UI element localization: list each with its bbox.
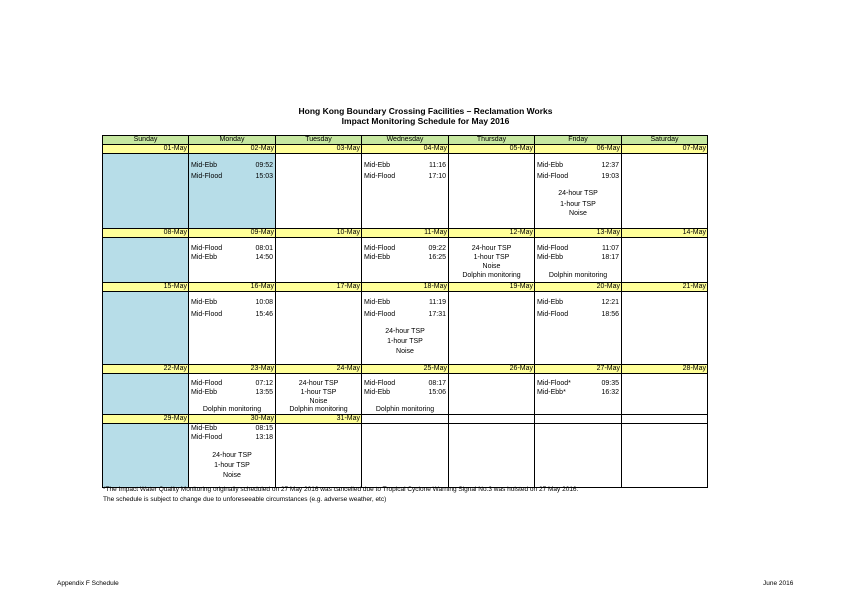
date-cell [449,415,535,424]
dolphin-monitoring: Dolphin monitoring [202,406,262,413]
date-cell: 30-May [189,415,276,424]
date-cell: 17-May [276,283,362,292]
week-body [103,292,708,365]
tide-entry: Mid-Ebb 14:50 [191,254,273,261]
tide-entry: Mid-Flood 13:18 [191,434,273,441]
tide-entry: Mid-Flood 17:31 [364,311,446,318]
date-cell: 16-May [189,283,276,292]
date-cell: 29-May [103,415,189,424]
tide-entry: Mid-Flood 18:56 [537,311,619,318]
day-cell [622,424,708,488]
weekday-tuesday: Tuesday [276,136,362,145]
monitoring-item: Noise [309,398,328,405]
day-cell [535,374,622,415]
tide-entry: Mid-Ebb 16:25 [364,254,446,261]
weekday-saturday: Saturday [622,136,708,145]
dolphin-monitoring: Dolphin monitoring [548,272,608,279]
dolphin-monitoring: Dolphin monitoring [289,406,348,413]
day-cell [622,292,708,365]
monitoring-item: Noise [396,348,414,355]
day-cell [449,424,535,488]
week-body [103,238,708,283]
tide-entry: Mid-Flood 08:17 [364,380,446,387]
date-cell [535,415,622,424]
tide-entry: Mid-Flood 09:22 [364,245,446,252]
date-cell: 24-May [276,365,362,374]
tide-entry: Mid-Flood 15:46 [191,311,273,318]
day-cell [449,374,535,415]
date-cell [362,415,449,424]
tide-entry: Mid-Ebb 13:55 [191,389,273,396]
date-cell: 12-May [449,229,535,238]
date-cell: 06-May [535,145,622,154]
day-cell [276,154,362,229]
monitoring-item: 24-hour TSP [558,190,598,197]
day-cell [535,292,622,365]
tide-entry: Mid-Ebb 15:06 [364,389,446,396]
date-cell: 31-May [276,415,362,424]
date-cell: 04-May [362,145,449,154]
tide-entry: Mid-Flood 11:07 [537,245,619,252]
tide-entry: Mid-Flood 19:03 [537,173,619,180]
schedule-subtitle: Impact Monitoring Schedule for May 2016 [341,116,510,126]
tide-entry: Mid-Flood 07:12 [191,380,273,387]
weekday-header [103,136,708,145]
day-cell [449,154,535,229]
date-row [103,229,708,238]
day-cell [189,424,276,488]
day-cell [103,238,189,283]
day-cell [535,238,622,283]
monitoring-item: 1-hour TSP [214,462,250,469]
date-cell [622,415,708,424]
day-cell [362,424,449,488]
date-cell: 14-May [622,229,708,238]
date-cell: 25-May [362,365,449,374]
schedule-disclaimer: The schedule is subject to change due to unforeseeable circumstances (e.g. adverse weather, etc) [103,496,387,503]
day-cell [189,292,276,365]
date-cell: 05-May [449,145,535,154]
date-cell: 20-May [535,283,622,292]
weekday-monday: Monday [189,136,276,145]
week-body [103,424,708,488]
monitoring-item: 24-hour TSP [298,380,339,387]
weekday-friday: Friday [535,136,622,145]
tide-entry: Mid-Ebb 12:21 [537,299,619,306]
date-cell: 10-May [276,229,362,238]
monitoring-item: 1-hour TSP [560,201,596,208]
schedule-title: Hong Kong Boundary Crossing Facilities – Reclamation Works [298,106,553,116]
tide-entry: Mid-Ebb 12:37 [537,162,619,169]
day-cell [362,374,449,415]
day-cell [362,292,449,365]
day-cell [276,238,362,283]
tide-entry: Mid-Ebb 10:08 [191,299,273,306]
date-cell: 21-May [622,283,708,292]
monitoring-item: 1-hour TSP [473,254,510,261]
date-cell: 13-May [535,229,622,238]
tide-entry: Mid-Ebb 11:19 [364,299,446,306]
tide-entry: Mid-Flood 08:01 [191,245,273,252]
day-cell [362,238,449,283]
dolphin-monitoring: Dolphin monitoring [462,272,521,279]
monitoring-item: 24-hour TSP [212,452,252,459]
monitoring-item: 24-hour TSP [471,245,512,252]
day-cell [449,292,535,365]
day-cell [276,292,362,365]
day-cell [189,374,276,415]
dolphin-monitoring: Dolphin monitoring [375,406,435,413]
day-cell [449,238,535,283]
day-cell [622,154,708,229]
week-body [103,374,708,415]
day-cell [103,374,189,415]
date-cell: 28-May [622,365,708,374]
day-cell [622,374,708,415]
day-cell [103,154,189,229]
day-cell [622,238,708,283]
tide-entry: Mid-Ebb* 16:32 [537,389,619,396]
tide-entry: Mid-Flood* 09:35 [537,380,619,387]
monitoring-item: Noise [482,263,501,270]
date-cell: 26-May [449,365,535,374]
date-row [103,365,708,374]
monitoring-item: Noise [569,210,587,217]
date-row [103,283,708,292]
day-cell [103,292,189,365]
date-cell: 09-May [189,229,276,238]
day-cell [535,424,622,488]
date-cell: 01-May [103,145,189,154]
cancellation-note: *The Impact Water Quality Monitoring originally scheduled on 27 May 2016 was cancelled due to Tropical Cyclone Warning Signal No.3 was hoisted on 27 May 2016. [103,486,579,493]
date-row [103,145,708,154]
weekday-wednesday: Wednesday [362,136,449,145]
day-cell [276,424,362,488]
day-cell [103,424,189,488]
date-cell: 02-May [189,145,276,154]
day-cell [189,154,276,229]
footer-date: June 2016 [763,580,794,587]
week-body [103,154,708,229]
weekday-thursday: Thursday [449,136,535,145]
tide-entry: Mid-Ebb 18:17 [537,254,619,261]
date-row [103,415,708,424]
date-cell: 03-May [276,145,362,154]
day-cell [535,154,622,229]
date-cell: 07-May [622,145,708,154]
monitoring-item: 1-hour TSP [387,338,423,345]
date-cell: 18-May [362,283,449,292]
day-cell [276,374,362,415]
tide-entry: Mid-Ebb 08:15 [191,425,273,432]
day-cell [189,238,276,283]
monitoring-item: Noise [223,472,241,479]
date-cell: 23-May [189,365,276,374]
date-cell: 19-May [449,283,535,292]
tide-entry: Mid-Ebb 11:16 [364,162,446,169]
date-cell: 08-May [103,229,189,238]
monitoring-item: 1-hour TSP [300,389,337,396]
day-cell [362,154,449,229]
tide-entry: Mid-Flood 15:03 [191,173,273,180]
weekday-sunday: Sunday [103,136,189,145]
tide-entry: Mid-Ebb 09:52 [191,162,273,169]
date-cell: 27-May [535,365,622,374]
monitoring-item: 24-hour TSP [385,328,425,335]
date-cell: 11-May [362,229,449,238]
date-cell: 22-May [103,365,189,374]
calendar-grid [102,135,708,488]
date-cell: 15-May [103,283,189,292]
footer-appendix: Appendix F Schedule [57,580,119,587]
tide-entry: Mid-Flood 17:10 [364,173,446,180]
